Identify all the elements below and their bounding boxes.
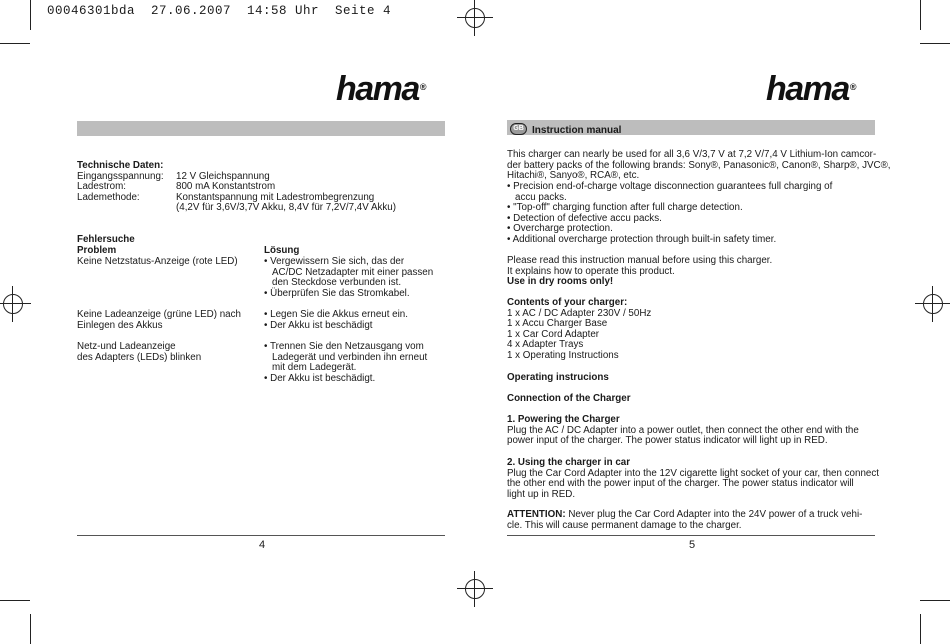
crop-mark xyxy=(30,0,31,30)
crop-mark xyxy=(920,0,921,30)
solution-3: • Trennen Sie den Netzausgang vom Ladegerät und verbinden ihn erneut mit dem Ladegerät. • Der Akku ist beschädigt. xyxy=(264,341,428,384)
crop-mark xyxy=(30,614,31,644)
spec-value: 800 mA Konstantstrom xyxy=(176,181,276,192)
intro-text: This charger can nearly be used for all 3,6 V/3,7 V at 7,2 V/7,4 V Lithium-Ion camcor- der battery packs of the following brands: Sony®, Panasonic®, Canon®, Sharp®, JVC®, Hitachi®, Sanyo®, RCA®, etc. xyxy=(507,149,891,182)
crop-mark xyxy=(920,614,921,644)
car-title: 2. Using the charger in car xyxy=(507,457,631,468)
solution-column-header: Lösung xyxy=(264,245,300,256)
page-number-right: 5 xyxy=(689,539,696,551)
page-number-left: 4 xyxy=(259,539,266,551)
left-title-band xyxy=(77,121,445,136)
crop-mark xyxy=(0,600,30,601)
right-title-band xyxy=(507,120,875,135)
registration-mark-bottom xyxy=(457,571,493,607)
crop-mark xyxy=(920,600,950,601)
read-manual-text: Please read this instruction manual before using this charger. It explains how to operate this product. Use in dry rooms only! xyxy=(507,255,773,288)
left-footer-rule xyxy=(77,535,445,536)
attention-label: ATTENTION: xyxy=(507,509,566,520)
registration-mark-top xyxy=(457,0,493,36)
problem-1: Keine Netzstatus-Anzeige (rote LED) xyxy=(77,256,238,267)
problem-3: Netz-und Ladeanzeige des Adapters (LEDs) blinken xyxy=(77,341,202,363)
file-stamp: 00046301bda 27.06.2007 14:58 Uhr Seite 4 xyxy=(47,4,392,18)
problem-2: Keine Ladeanzeige (grüne LED) nach Einlegen des Akkus xyxy=(77,309,241,331)
spec-value: (4,2V für 3,6V/3,7V Akku, 8,4V für 7,2V/7,4V Akku) xyxy=(176,202,397,213)
tech-data-title: Technische Daten: xyxy=(77,160,164,171)
hama-logo-left: hama® xyxy=(336,70,425,108)
operating-heading: Operating instrucions xyxy=(507,372,609,383)
dry-rooms-warning: Use in dry rooms only! xyxy=(507,276,614,288)
connection-heading: Connection of the Charger xyxy=(507,393,631,404)
spec-label: Ladestrom: xyxy=(77,181,127,192)
problem-column-header: Problem xyxy=(77,245,117,256)
feature-list: • Precision end-of-charge voltage disconnection guarantees full charging of accu packs. • "Top-off" charging function after full charge detection. • Detection of defective accu packs. • Overcharge protection. • Additional overcharge protection through built-in safety timer. xyxy=(507,181,833,245)
spec-value: 12 V Gleichspannung xyxy=(176,171,270,182)
registration-mark-left xyxy=(0,286,31,322)
registration-mark-right xyxy=(915,286,950,322)
instruction-manual-title: Instruction manual xyxy=(532,125,622,136)
attention-note: ATTENTION: Never plug the Car Cord Adapter into the 24V power of a truck vehi- cle. This will cause permanent damage to the charger. xyxy=(507,509,863,531)
troubleshooting-title: Fehlersuche xyxy=(77,234,135,245)
solution-2: • Legen Sie die Akkus erneut ein. • Der Akku ist beschädigt xyxy=(264,309,408,331)
spec-label: Eingangsspannung: xyxy=(77,171,164,182)
hama-logo-right: hama® xyxy=(766,70,855,108)
crop-mark xyxy=(920,43,950,44)
spec-value: Konstantspannung mit Ladestrombegrenzung xyxy=(176,192,375,203)
spec-label: Lademethode: xyxy=(77,192,140,203)
powering-section: 1. Powering the Charger Plug the AC / DC Adapter into a power outlet, then connect the other end with the power input of the charger. The power status indicator will light up in RED. xyxy=(507,414,859,447)
gb-language-badge: GB xyxy=(510,123,527,135)
solution-1: • Vergewissern Sie sich, das der AC/DC Netzadapter mit einer passen den Steckdose verbunden ist. • Überprüfen Sie das Stromkabel. xyxy=(264,256,434,299)
contents-section: Contents of your charger: 1 x AC / DC Adapter 230V / 50Hz 1 x Accu Charger Base 1 x Car Cord Adapter 4 x Adapter Trays 1 x Operating Instructions xyxy=(507,297,652,361)
right-footer-rule xyxy=(507,535,875,536)
crop-mark xyxy=(0,43,30,44)
contents-title: Contents of your charger: xyxy=(507,297,628,308)
car-section: 2. Using the charger in car Plug the Car Cord Adapter into the 12V cigarette light socket of your car, then connect the other end with the power input of the charger. The power status indicator will light up in RED. xyxy=(507,457,879,500)
powering-title: 1. Powering the Charger xyxy=(507,414,620,425)
